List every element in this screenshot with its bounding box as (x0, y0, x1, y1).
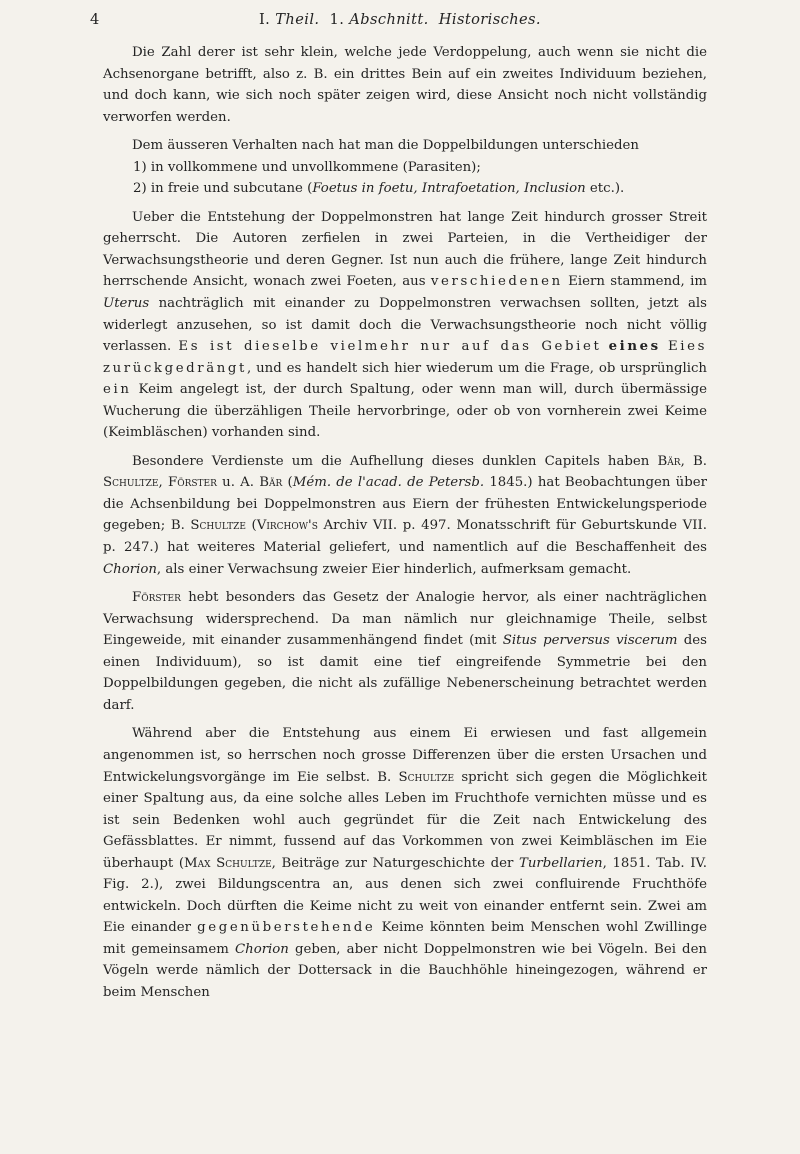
author-name: B. Schultze (377, 769, 455, 785)
spaced-emphasis: Eies zurückgedrängt (103, 339, 707, 376)
running-header (0, 11, 800, 33)
text-run: Eiern stammend, im (562, 274, 707, 290)
text-run: Keime könnten beim Menschen wohl Zwillinge mit gemeinsamem (103, 920, 707, 957)
italic-term: Foetus in foetu, Intrafoetation, Inclusion (312, 181, 586, 197)
page-number: 4 (90, 11, 100, 28)
paragraph-2: Dem äusseren Verhalten nach hat man die Doppelbildungen unterschieden (132, 138, 639, 154)
author-name: Förster (132, 590, 181, 606)
italic-citation: Mém. de l'acad. de Petersb. (292, 475, 485, 491)
text-run: , Beiträge zur Naturgeschichte der (271, 855, 519, 871)
text-run: Archiv VII. p. 497. Monatsschrift für Geburtskunde VII. p. 247.) hat weiteres Material geliefert, und namentlich auf die Beschaffenheit des (103, 518, 707, 556)
header-part-roman: I. (259, 11, 271, 28)
text-run: des einen Individuum), so ist damit eine tief eingreifende Symmetrie bei den Doppelbildungen gegeben, die nicht als zufällige Nebenerscheinung betrachtet werden darf. (103, 633, 707, 713)
header-section-number: 1. (329, 11, 345, 28)
text-run: Besondere Verdienste um die Aufhellung dieses dunklen Capitels haben (132, 453, 658, 469)
text-run: Keim angelegt ist, der durch Spaltung, oder wenn man will, durch übermässige Wucherung die überzähligen Theile hervorbringe, oder ob von vornherein zwei Keime (Keimbläschen) vorhanden sind. (103, 382, 707, 441)
text-run: , (680, 453, 693, 469)
text-run: ( (282, 475, 293, 491)
bold-emphasis: eines (608, 339, 661, 355)
italic-term: Chorion (234, 941, 289, 957)
author-name: B. Schultze (103, 453, 707, 491)
italic-term: Chorion (103, 561, 157, 577)
spaced-emphasis: Es ist dieselbe vielmehr nur auf das Gebiet (178, 339, 602, 355)
author-name: Max Schultze (184, 855, 272, 871)
text-run: ( (245, 518, 257, 534)
paragraph-4 (103, 451, 707, 580)
header-title (0, 11, 800, 28)
text-run: nachträglich mit einander zu Doppelmonstren verwachsen sollten, jetzt als widerlegt anzusehen, so ist damit doch die Verwachsungstheorie noch nicht völlig verlassen. (103, 296, 707, 355)
spaced-emphasis: verschiedenen (430, 274, 563, 290)
paragraph-3 (103, 207, 707, 444)
author-name: A. Bär (240, 475, 283, 491)
text-run: , 1851. Tab. IV. Fig. 2.), zwei Bildungscentra an, aus denen sich zwei confluirende Fruchthöfe entwickeln. Doch dürften die Keime nicht zu weit von einander entfernt sein. Zwei am Eie einander (103, 855, 707, 936)
header-section: Abschnitt. (349, 11, 429, 28)
header-topic: Historisches. (438, 11, 541, 28)
text-run: 2) in freie und subcutane ( (133, 181, 313, 197)
header-part: Theil. (275, 11, 320, 28)
body-text (103, 42, 707, 1004)
text-run: spricht sich gegen die Möglichkeit einer Spaltung aus, da eine solche alles Leben im Fruchthofe vernichten müsse und es ist sein Bedenken wohl auch gegründet für die Zeit nach Entwickelung des Gefässblattes. Er nimmt, fussend auf das Vorkommen von zwei Keimbläschen im Eie überhaupt ( (103, 769, 707, 871)
text-run: hebt besonders das Gesetz der Analogie hervor, als einer nachträglichen Verwachsung widersprechend. Da man nämlich nur gleichnamige Theile, selbst Eingeweide, mit einander zusammenhängend findet (mit (103, 590, 707, 649)
author-name: Förster (167, 475, 217, 491)
spaced-emphasis: ein (103, 382, 132, 398)
text-run: 1845.) hat Beobachtungen über die Achsenbildung bei Doppelmonstren aus Eiern der frühesten Entwickelungsperiode gegeben; (103, 475, 707, 534)
italic-term: Situs perversus viscerum (502, 633, 678, 649)
text-run: u. (216, 475, 241, 491)
italic-term: Turbellarien (518, 855, 603, 871)
italic-term: Uterus (103, 296, 150, 312)
list-item-2 (103, 178, 707, 200)
paragraph-1: Die Zahl derer ist sehr klein, welche jede Verdoppelung, auch wenn sie nicht die Achsenorgane betrifft, also z. B. ein drittes Bein auf ein zweites Individuum beziehen, und doch kann, wie sich noch später zeigen wird, diese Ansicht noch nicht vollständig verworfen werden. (103, 45, 707, 125)
paragraph-5 (103, 587, 707, 716)
text-run: , (158, 475, 168, 491)
text-run: Ueber die Entstehung der Doppelmonstren hat lange Zeit hindurch grosser Streit geherrscht. Die Autoren zerfielen in zwei Parteien, in die Vertheidiger der Verwachsungstheorie und deren Gegner. Ist nun auch die frühere, lange Zeit hindurch herrschende Ansicht, wonach zwei Foeten, aus (103, 209, 707, 290)
text-run: etc.). (585, 181, 625, 197)
text-run: , als einer Verwachsung zweier Eier hinderlich, aufmerksam gemacht. (156, 561, 632, 577)
author-name: B. Schultze (170, 518, 246, 534)
spaced-emphasis: gegenüberstehende (197, 920, 376, 936)
list-item-1: 1) in vollkommene und unvollkommene (Parasiten); (133, 159, 481, 175)
paragraph-6 (103, 723, 707, 1003)
text-run: , und es handelt sich hier wiederum um die Frage, ob ursprünglich (247, 360, 707, 376)
author-name: Virchow's (256, 518, 318, 534)
text-run: Während aber die Entstehung aus einem Ei erwiesen und fast allgemein angenommen ist, so herrschen noch grosse Differenzen über die ersten Ursachen und Entwickelungsvorgänge im Eie selbst. (103, 726, 707, 785)
text-run: geben, aber nicht Doppelmonstren wie bei Vögeln. Bei den Vögeln werde nämlich der Dottersack in die Bauchhöhle hineingezogen, während er beim Menschen (103, 941, 707, 1000)
author-name: Bär (657, 453, 681, 469)
